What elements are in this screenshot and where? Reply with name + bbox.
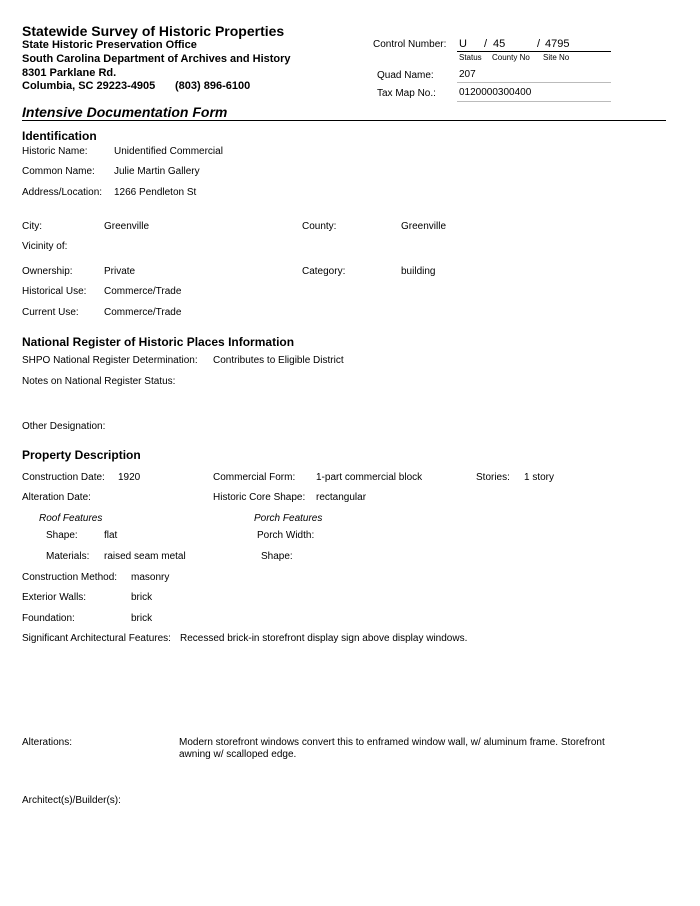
control-number-underline — [457, 51, 611, 52]
current-use-value: Commerce/Trade — [104, 307, 182, 318]
nr-determination-value: Contributes to Eligible District — [213, 355, 344, 366]
identification-heading: Identification — [22, 129, 97, 143]
ownership-value: Private — [104, 266, 136, 277]
survey-title: Statewide Survey of Historic Properties — [22, 23, 285, 39]
exterior-walls-value: brick — [131, 592, 153, 603]
category-label: Category: — [302, 266, 346, 277]
construction-date-label: Construction Date: — [22, 472, 105, 483]
address-label: Address/Location: — [22, 187, 103, 198]
porch-width-label: Porch Width: — [257, 530, 315, 541]
roof-materials-value: raised seam metal — [104, 551, 186, 562]
construction-method-label: Construction Method: — [22, 572, 118, 583]
tax-map-value: 0120000300400 — [459, 87, 532, 98]
significant-features-value: Recessed brick-in storefront display sign above display windows. — [180, 633, 468, 644]
alterations-value: Modern storefront windows convert this to enframed window wall, w/ aluminum frame. Storefront awning w/ scalloped edge. — [179, 737, 605, 760]
exterior-walls-label: Exterior Walls: — [22, 592, 87, 603]
ownership-label: Ownership: — [22, 266, 73, 277]
office-city-zip: Columbia, SC 29223-4905 — [22, 80, 156, 92]
control-site-value: 4795 — [545, 38, 570, 50]
stories-label: Stories: — [476, 472, 510, 483]
historic-name-label: Historic Name: — [22, 146, 88, 157]
national-register-heading: National Register of Historic Places Information — [22, 335, 295, 349]
office-street: 8301 Parklane Rd. — [22, 67, 117, 79]
tax-map-label: Tax Map No.: — [377, 88, 436, 99]
alteration-date-label: Alteration Date: — [22, 492, 91, 503]
quad-name-label: Quad Name: — [377, 70, 434, 81]
control-site-caption: Site No — [543, 53, 570, 62]
control-separator-2: / — [537, 38, 541, 50]
office-line-2: South Carolina Department of Archives and History — [22, 53, 291, 65]
current-use-label: Current Use: — [22, 307, 79, 318]
porch-shape-label: Shape: — [261, 551, 293, 562]
control-county-value: 45 — [493, 38, 506, 50]
commercial-form-value: 1-part commercial block — [316, 472, 423, 483]
core-shape-label: Historic Core Shape: — [213, 492, 306, 503]
common-name-value: Julie Martin Gallery — [114, 166, 200, 177]
county-label: County: — [302, 221, 337, 232]
quad-name-value: 207 — [459, 69, 476, 80]
control-status-caption: Status — [459, 53, 482, 62]
roof-shape-label: Shape: — [46, 530, 78, 541]
form-title: Intensive Documentation Form — [22, 104, 228, 120]
foundation-label: Foundation: — [22, 613, 75, 624]
roof-materials-label: Materials: — [46, 551, 90, 562]
porch-features-heading: Porch Features — [254, 513, 323, 524]
stories-value: 1 story — [524, 472, 555, 483]
office-line-1: State Historic Preservation Office — [22, 39, 197, 51]
roof-features-heading: Roof Features — [39, 513, 103, 524]
control-status-value: U — [459, 38, 467, 50]
office-phone: (803) 896-6100 — [175, 80, 251, 92]
common-name-label: Common Name: — [22, 166, 95, 177]
quad-name-underline — [457, 82, 611, 83]
historical-use-value: Commerce/Trade — [104, 286, 182, 297]
roof-shape-value: flat — [104, 530, 118, 541]
construction-date-value: 1920 — [118, 472, 141, 483]
nr-determination-label: SHPO National Register Determination: — [22, 355, 198, 366]
significant-features-label: Significant Architectural Features: — [22, 633, 171, 644]
tax-map-underline — [457, 101, 611, 102]
category-value: building — [401, 266, 436, 277]
control-separator-1: / — [484, 38, 488, 50]
core-shape-value: rectangular — [316, 492, 367, 503]
architect-builder-label: Architect(s)/Builder(s): — [22, 795, 121, 806]
address-value: 1266 Pendleton St — [114, 187, 197, 198]
nr-notes-label: Notes on National Register Status: — [22, 376, 176, 387]
historic-name-value: Unidentified Commercial — [114, 146, 223, 157]
construction-method-value: masonry — [131, 572, 170, 583]
vicinity-label: Vicinity of: — [22, 241, 68, 252]
form-title-rule — [22, 120, 666, 121]
commercial-form-label: Commercial Form: — [213, 472, 296, 483]
city-value: Greenville — [104, 221, 150, 232]
county-value: Greenville — [401, 221, 447, 232]
control-number-label: Control Number: — [373, 39, 447, 50]
city-label: City: — [22, 221, 42, 232]
other-designation-label: Other Designation: — [22, 421, 106, 432]
alterations-label: Alterations: — [22, 737, 73, 748]
property-description-heading: Property Description — [22, 448, 141, 462]
foundation-value: brick — [131, 613, 153, 624]
historical-use-label: Historical Use: — [22, 286, 87, 297]
control-county-caption: County No — [492, 53, 530, 62]
